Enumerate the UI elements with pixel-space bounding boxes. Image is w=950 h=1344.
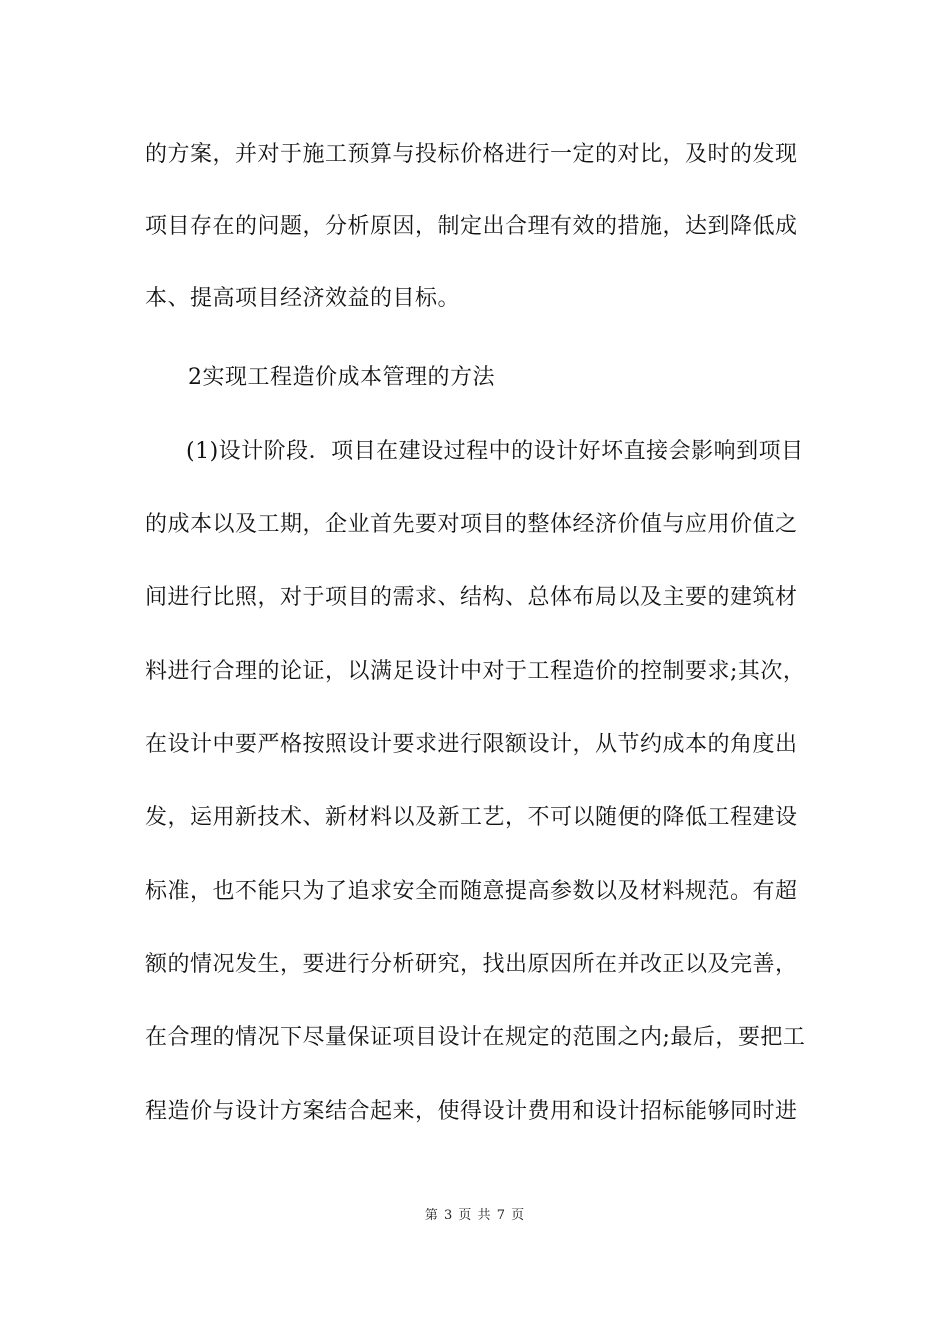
paragraph-line: 的成本以及工期，企业首先要对项目的整体经济价值与应用价值之 xyxy=(145,512,798,537)
page-number-footer: 第 3 页 共 7 页 xyxy=(424,1208,526,1223)
section-heading: 2实现工程造价成本管理的方法 xyxy=(188,365,495,390)
paragraph-line: 程造价与设计方案结合起来，使得设计费用和设计招标能够同时进 xyxy=(145,1099,798,1124)
paragraph-line: 间进行比照，对于项目的需求、结构、总体布局以及主要的建筑材 xyxy=(145,585,798,610)
paragraph-line: 发，运用新技术、新材料以及新工艺，不可以随便的降低工程建设 xyxy=(145,805,798,830)
paragraph-line: 本、提高项目经济效益的目标。 xyxy=(145,286,461,311)
paragraph-line: 料进行合理的论证，以满足设计中对于工程造价的控制要求;其次， xyxy=(145,659,806,684)
paragraph-line: 在设计中要严格按照设计要求进行限额设计，从节约成本的角度出 xyxy=(145,732,798,757)
paragraph-line: 在合理的情况下尽量保证项目设计在规定的范围之内;最后，要把工 xyxy=(145,1025,806,1050)
paragraph-line: 标准，也不能只为了追求安全而随意提高参数以及材料规范。有超 xyxy=(145,879,798,904)
paragraph-line: (1)设计阶段．项目在建设过程中的设计好坏直接会影响到项目 xyxy=(186,439,804,464)
paragraph-line: 的方案，并对于施工预算与投标价格进行一定的对比，及时的发现 xyxy=(145,142,798,167)
paragraph-line: 项目存在的问题，分析原因，制定出合理有效的措施，达到降低成 xyxy=(145,214,798,239)
paragraph-line: 额的情况发生，要进行分析研究，找出原因所在并改正以及完善， xyxy=(145,952,798,977)
